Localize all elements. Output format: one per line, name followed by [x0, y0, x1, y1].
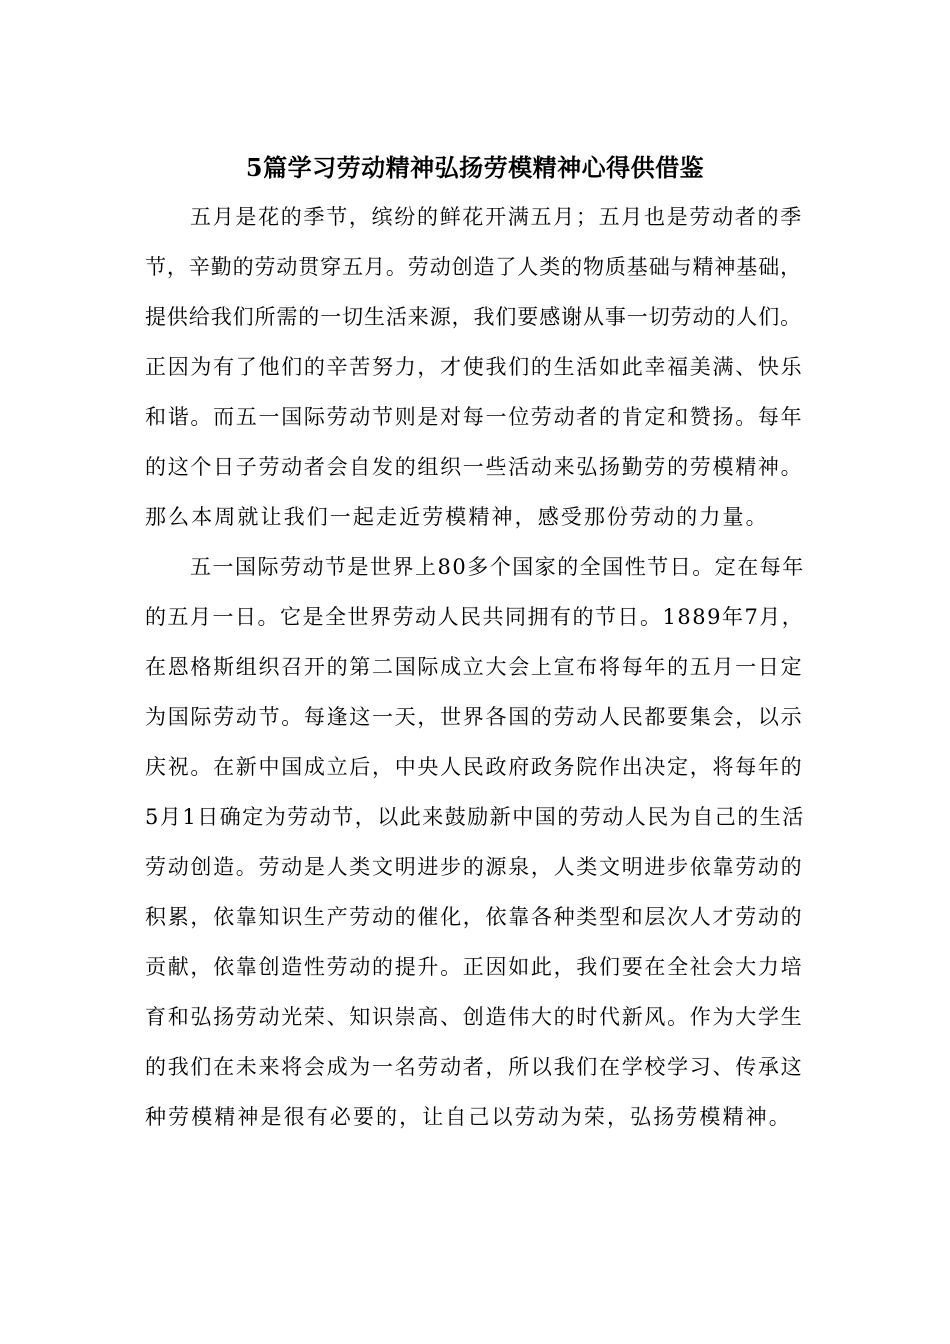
paragraph-1-line: 提供给我们所需的一切生活来源，我们要感谢从事一切劳动的人们。	[145, 305, 802, 329]
paragraph-2-line: 5月1日确定为劳动节，以此来鼓励新中国的劳动人民为自己的生活	[145, 805, 805, 829]
paragraph-2-line: 贡献，依靠创造性劳动的提升。正因如此，我们要在全社会大力培	[145, 955, 804, 979]
paragraph-2-line: 种劳模精神是很有必要的，让自己以劳动为荣，弘扬劳模精神。	[145, 1105, 792, 1129]
document-title: 5篇学习劳动精神弘扬劳模精神心得供借鉴	[245, 153, 705, 182]
paragraph-1-line: 五月是花的季节，缤纷的鲜花开满五月；五月也是劳动者的季	[190, 205, 803, 229]
paragraph-1-line: 的这个日子劳动者会自发的组织一些活动来弘扬勤劳的劳模精神。	[145, 455, 804, 479]
paragraph-2-line: 为国际劳动节。每逢这一天，世界各国的劳动人民都要集会，以示	[145, 705, 804, 729]
paragraph-2-line: 的我们在未来将会成为一名劳动者，所以我们在学校学习、传承这	[145, 1055, 804, 1079]
paragraph-1-line: 节，辛勤的劳动贯穿五月。劳动创造了人类的物质基础与精神基础，	[145, 255, 802, 279]
paragraph-2-line: 育和弘扬劳动光荣、知识崇高、创造伟大的时代新风。作为大学生	[145, 1005, 804, 1029]
paragraph-1-line: 那么本周就让我们一起走近劳模精神，感受那份劳动的力量。	[145, 505, 769, 529]
paragraph-1-line: 和谐。而五一国际劳动节则是对每一位劳动者的肯定和赞扬。每年	[145, 405, 804, 429]
paragraph-1-line: 正因为有了他们的辛苦努力，才使我们的生活如此幸福美满、快乐	[145, 355, 804, 379]
paragraph-2-line: 五一国际劳动节是世界上80多个国家的全国性节日。定在每年	[190, 555, 805, 579]
paragraph-2-line: 庆祝。在新中国成立后，中央人民政府政务院作出决定，将每年的	[145, 755, 804, 779]
paragraph-2-line: 积累，依靠知识生产劳动的催化，依靠各种类型和层次人才劳动的	[145, 905, 804, 929]
paragraph-2-line: 的五月一日。它是全世界劳动人民共同拥有的节日。1889年7月，	[145, 605, 805, 629]
paragraph-2-line: 在恩格斯组织召开的第二国际成立大会上宣布将每年的五月一日定	[145, 655, 804, 679]
paragraph-2-line: 劳动创造。劳动是人类文明进步的源泉，人类文明进步依靠劳动的	[145, 855, 804, 879]
